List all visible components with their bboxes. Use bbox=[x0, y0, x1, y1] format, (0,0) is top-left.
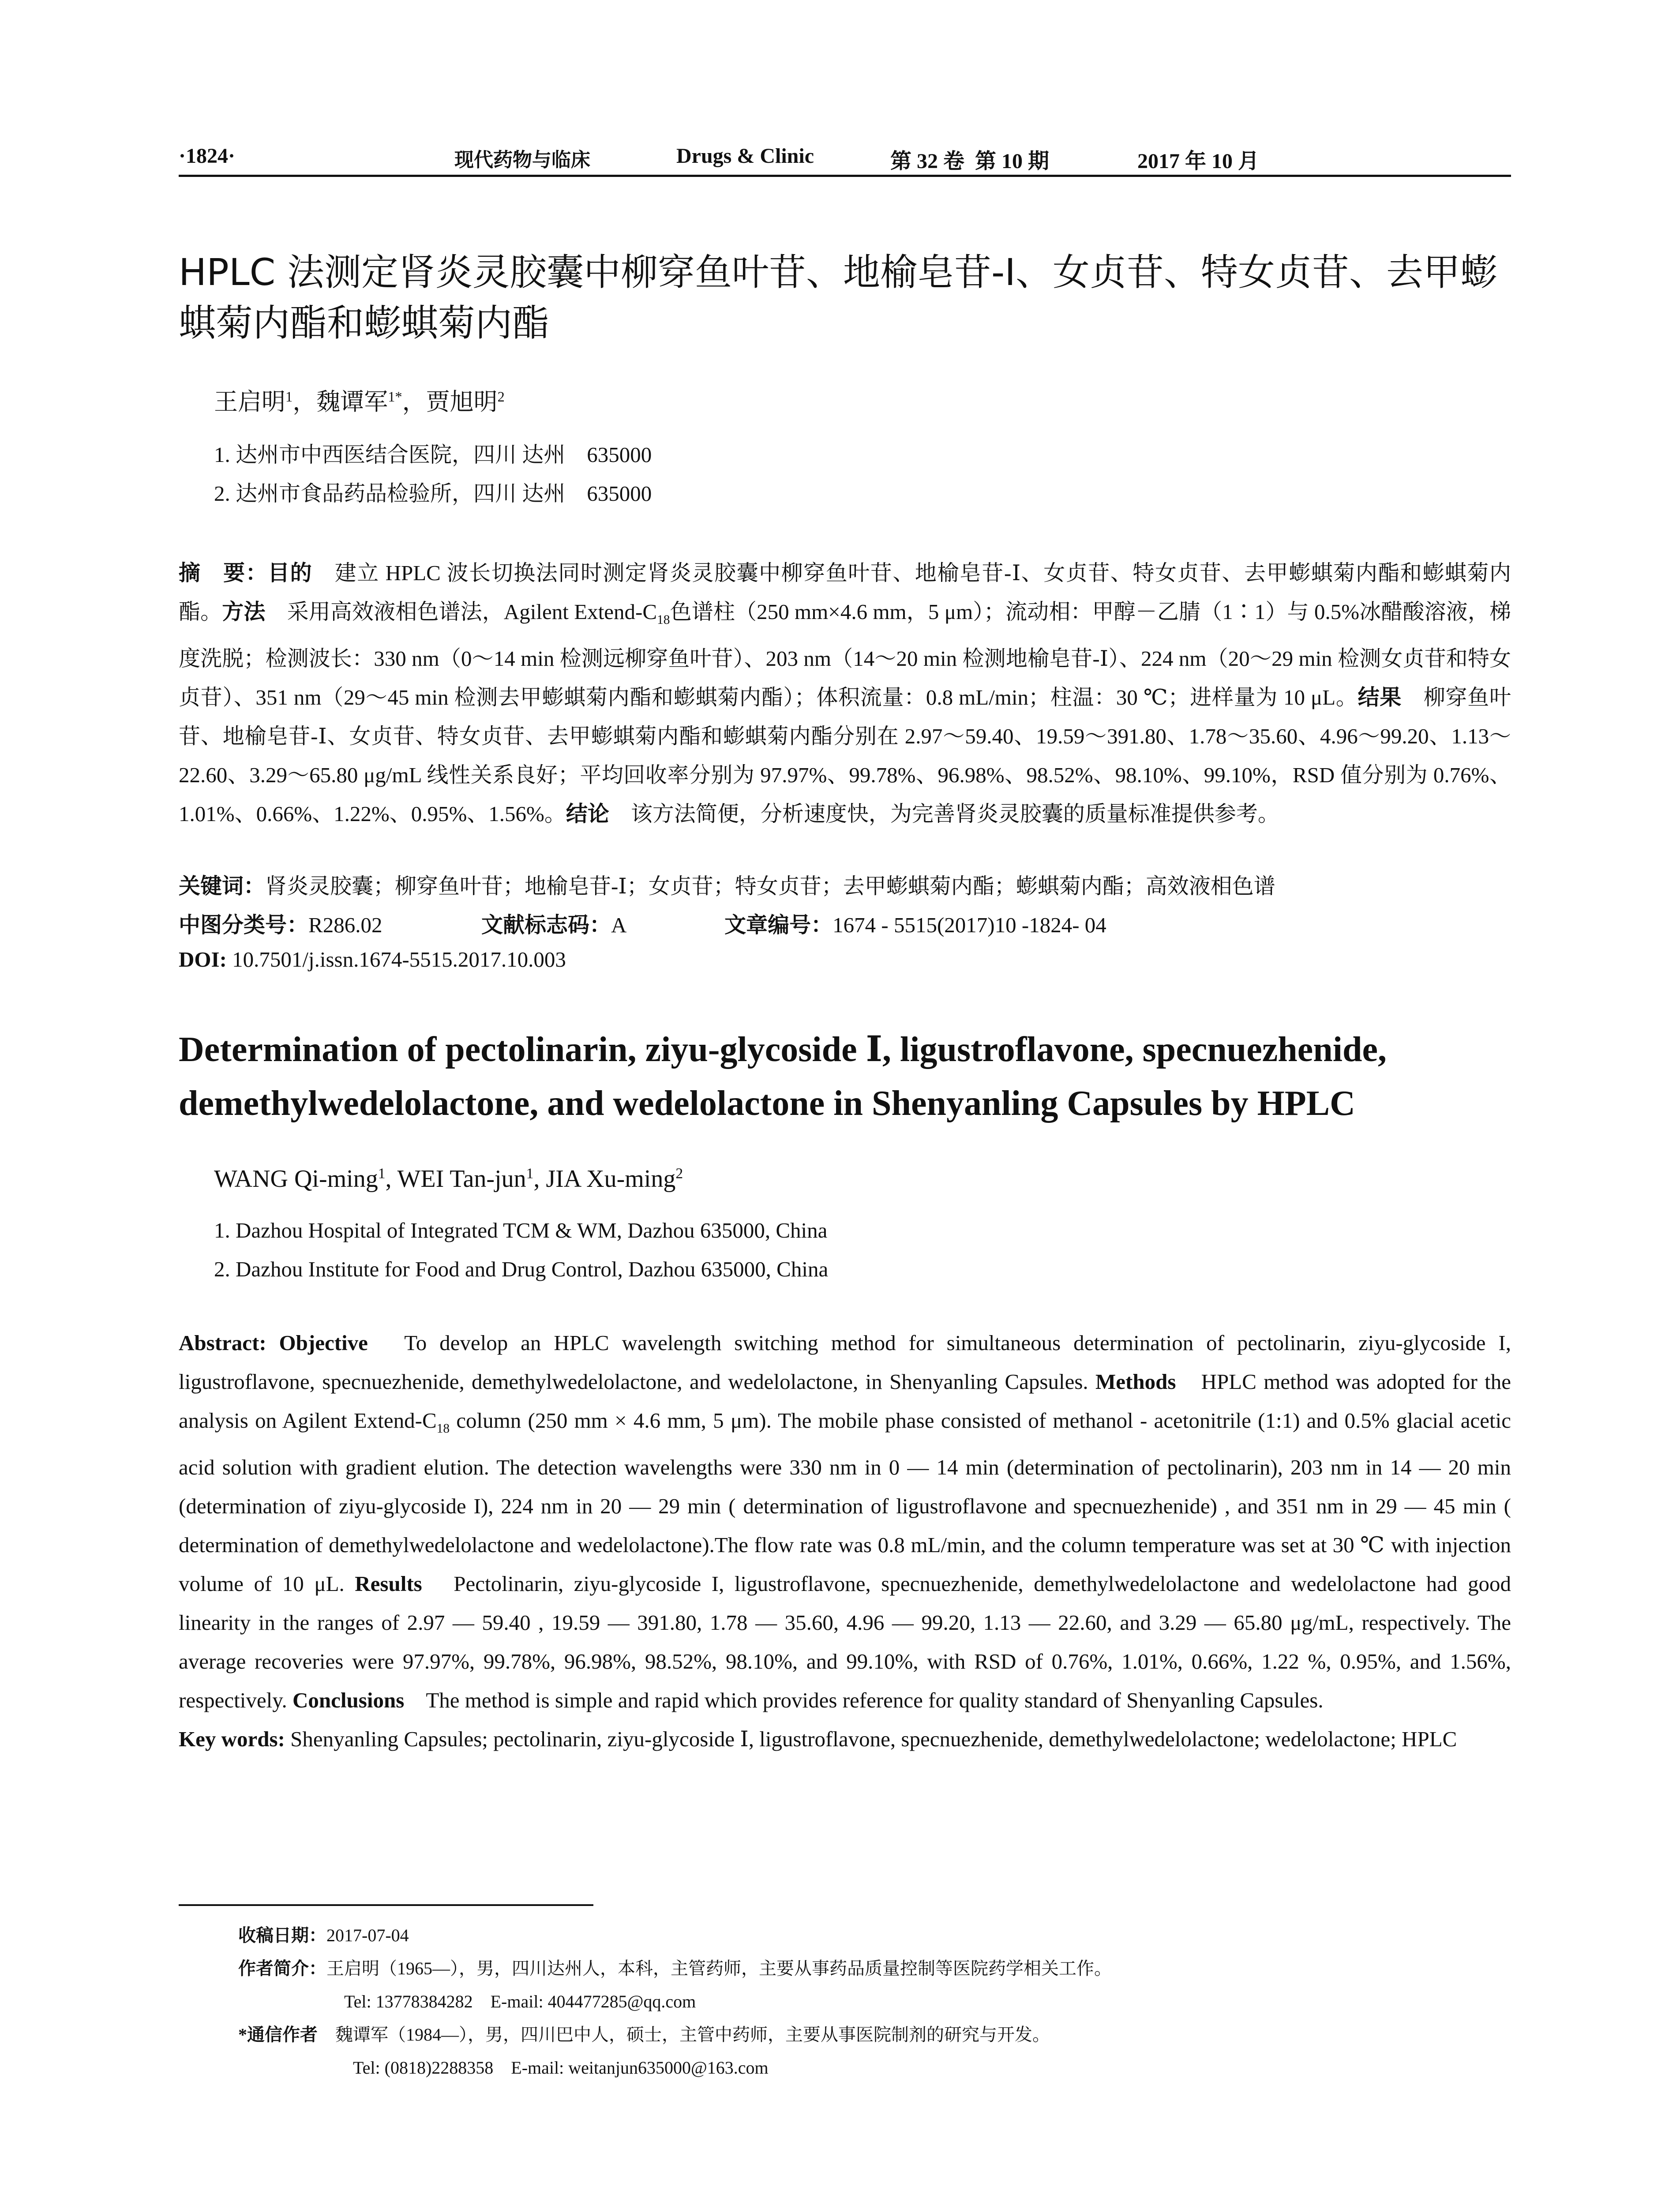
methods-text: 采用高效液相色谱法，Agilent Extend-C bbox=[265, 600, 657, 624]
author-bio bbox=[238, 1955, 1112, 1980]
methods-label: 方法 bbox=[222, 600, 266, 624]
journal-volume: 第 32 卷 第 10 期 bbox=[890, 150, 1050, 173]
author-name: ，贾旭明 bbox=[402, 389, 498, 415]
clc-label: 中图分类号： bbox=[179, 913, 309, 937]
journal-date: 2017 年 10 月 bbox=[1137, 150, 1260, 173]
doc-code-value: A bbox=[611, 913, 626, 937]
article-number-label: 文章编号： bbox=[724, 913, 833, 937]
author-affil-mark: 1 bbox=[526, 1165, 534, 1182]
methods-text: HPLC method was adopted for the analysis on Agilent Extend-C bbox=[179, 1369, 1511, 1433]
corr-text: 魏谭军（1984—），男，四川巴中人，硕士，主管中药师，主要从事医院制剂的研究与开发。 bbox=[318, 2025, 1050, 2045]
received-date bbox=[238, 1921, 409, 1947]
conclusion-label: Conclusions bbox=[292, 1688, 405, 1712]
conclusion-text: The method is simple and rapid which provides reference for quality standard of Shenyanling Capsules. bbox=[404, 1688, 1324, 1712]
affiliation-en-2: 2. Dazhou Institute for Food and Drug Control, Dazhou 635000, China bbox=[214, 1257, 829, 1281]
methods-label: Methods bbox=[1095, 1369, 1176, 1394]
doc-code-label: 文献标志码： bbox=[481, 913, 611, 937]
abstract-en bbox=[179, 1324, 1511, 1759]
results-text: Pectolinarin, ziyu-glycoside I, ligustroflavone, specnuezhenide, demethylwedelolactone and wedelolactone had good linearity in the ranges of 2.97 — 59.40 , 19.59 — 391.80, 1.78 — 35.60, 4.96 — 99.20, 1.13 — 22.60, and 3.29 — 65.80 μg/mL, respectively. The average recoveries were 97.97%, 99.78%, 96.98%, 98.52%, 98.10%, and 99.10%, with RSD of 0.76%, 1.01%, 0.66%, 1.22 %, 0.95%, and 1.56%, respectively. bbox=[179, 1571, 1511, 1712]
corr-label: *通信作者 bbox=[238, 2025, 318, 2045]
methods-text: 色谱柱（250 mm×4.6 mm，5 μm）；流动相：甲醇－乙腈（1∶1）与 0.5%冰醋酸溶液，梯度洗脱；检测波长：330 nm（0～14 min 检测远柳穿鱼叶苷）、203 nm（14～20 min 检测地榆皂苷-Ⅰ）、224 nm（20～29 min 检测女贞苷和特女贞苷）、351 nm（29～45 min 检测去甲蟛蜞菊内酯和蟛蜞菊内酯）；体积流量：0.8 mL/min；柱温：30 ℃；进样量为 10 μL。 bbox=[179, 600, 1511, 709]
keywords-label: Key words: bbox=[179, 1726, 285, 1751]
keywords-text: 肾炎灵胶囊；柳穿鱼叶苷；地榆皂苷-Ⅰ；女贞苷；特女贞苷；去甲蟛蜞菊内酯；蟛蜞菊内酯；高效液相色谱 bbox=[265, 874, 1275, 898]
author-affil-mark: 2 bbox=[497, 389, 505, 405]
received-value: 2017-07-04 bbox=[326, 1925, 409, 1945]
corresponding-author bbox=[238, 2021, 1050, 2046]
results-text: 柳穿鱼叶苷、地榆皂苷-Ⅰ、女贞苷、特女贞苷、去甲蟛蜞菊内酯和蟛蜞菊内酯分别在 2.97～59.40、19.59～391.80、1.78～35.60、4.96～99.20、1.13～22.60、3.29～65.80 μg/mL 线性关系良好；平均回收率分别为 97.97%、99.78%、96.98%、98.52%、98.10%、99.10%，RSD 值分别为 0.76%、1.01%、0.66%、1.22%、0.95%、1.56%。 bbox=[179, 685, 1511, 826]
author-affil-mark: 2 bbox=[675, 1165, 683, 1182]
author-affil-mark: 1* bbox=[388, 389, 402, 405]
page-number: ·1824· bbox=[179, 144, 236, 168]
authors-en bbox=[214, 1165, 683, 1193]
conclusion-text: 该方法简便，分析速度快，为完善肾炎灵胶囊的质量标准提供参考。 bbox=[609, 801, 1279, 826]
column-subscript: 18 bbox=[436, 1421, 450, 1436]
author-contact: Tel: 13778384282 E-mail: 404477285@qq.com bbox=[344, 1992, 696, 2011]
journal-name-cn: 现代药物与临床 bbox=[454, 149, 590, 171]
author-affil-mark: 1 bbox=[378, 1165, 386, 1182]
abstract-label: 摘 要： bbox=[179, 561, 268, 585]
affiliation-cn-1: 1. 达州市中西医结合医院，四川 达州 635000 bbox=[214, 443, 652, 467]
methods-text: column (250 mm × 4.6 mm, 5 μm). The mobile phase consisted of methanol - acetonitrile (1:1) and 0.5% glacial acetic acid solution with gradient elution. The detection wavelengths were 330 nm in 0 — 14 min (determination of pectolinarin), 203 nm in 14 — 20 min (determination of ziyu-glycoside I), 224 nm in 20 — 29 min ( determination of ligustroflavone and specnuezhenide) , and 351 nm in 29 — 45 min ( determination of demethylwedelolactone and wedelolactone).The flow rate was 0.8 mL/min, and the column temperature was set at 30 ℃ with injection volume of 10 μL. bbox=[179, 1408, 1511, 1596]
classification-line bbox=[179, 908, 1511, 939]
keywords-text: Shenyanling Capsules; pectolinarin, ziyu-glycoside Ⅰ, ligustroflavone, specnuezhenide, demethylwedelolactone; wedelolactone; HPLC bbox=[285, 1726, 1457, 1751]
doi-label: DOI: bbox=[179, 947, 227, 972]
corresponding-contact: Tel: (0818)2288358 E-mail: weitanjun635000@163.com bbox=[353, 2058, 769, 2078]
authors-cn bbox=[214, 383, 505, 417]
doi-value[interactable]: 10.7501/j.issn.1674-5515.2017.10.003 bbox=[226, 947, 566, 972]
clc-value: R286.02 bbox=[308, 913, 382, 937]
conclusion-label: 结论 bbox=[566, 801, 609, 826]
author-name: , JIA Xu-ming bbox=[533, 1165, 676, 1193]
doi-line bbox=[179, 947, 1511, 972]
bio-text: 王启明（1965—），男，四川达州人，本科，主管药师，主要从事药品质量控制等医院药学相关工作。 bbox=[326, 1958, 1112, 1978]
paper-title-cn: HPLC 法测定肾炎灵胶囊中柳穿鱼叶苷、地榆皂苷-Ⅰ、女贞苷、特女贞苷、去甲蟛蜞菊内酯和蟛蜞菊内酯 bbox=[179, 251, 1498, 345]
column-subscript: 18 bbox=[657, 612, 670, 627]
results-label: 结果 bbox=[1358, 685, 1402, 709]
keywords-cn bbox=[179, 869, 1511, 900]
author-affil-mark: 1 bbox=[285, 389, 293, 405]
objective-text: 建立 HPLC 波长切换法同时测定肾炎灵胶囊中柳穿鱼叶苷、地榆皂苷-Ⅰ、女贞苷、特女贞苷、去甲蟛蜞菊内酯和蟛蜞菊内酯。 bbox=[179, 561, 1511, 624]
keywords-en bbox=[179, 1720, 1511, 1759]
article-number-value: 1674 - 5515(2017)10 -1824- 04 bbox=[832, 913, 1106, 937]
affiliation-cn-2: 2. 达州市食品药品检验所，四川 达州 635000 bbox=[214, 481, 652, 506]
abstract-cn bbox=[179, 554, 1511, 833]
affiliation-en-1: 1. Dazhou Hospital of Integrated TCM & WM, Dazhou 635000, China bbox=[214, 1218, 828, 1242]
abstract-label: Abstract: Objective bbox=[179, 1331, 368, 1355]
footnote-rule bbox=[179, 1904, 593, 1906]
objective-label: 目的 bbox=[268, 561, 313, 585]
running-header bbox=[179, 144, 1511, 177]
author-name: ，魏谭军 bbox=[292, 389, 388, 415]
received-label: 收稿日期： bbox=[238, 1925, 326, 1945]
bio-label: 作者简介： bbox=[238, 1958, 326, 1978]
paper-title-en: Determination of pectolinarin, ziyu-glycoside Ⅰ, ligustroflavone, specnuezhenide, demethylwedelolactone, and wedelolactone in Shenyanling Capsules by HPLC bbox=[179, 1030, 1387, 1123]
journal-name-en: Drugs & Clinic bbox=[676, 144, 814, 168]
results-label: Results bbox=[355, 1571, 422, 1596]
author-name: 王启明 bbox=[214, 389, 285, 415]
keywords-label: 关键词： bbox=[179, 874, 266, 898]
author-name: , WEI Tan-jun bbox=[385, 1165, 526, 1193]
author-name: WANG Qi-ming bbox=[214, 1165, 378, 1193]
objective-text: To develop an HPLC wavelength switching method for simultaneous determination of pectolinarin, ziyu-glycoside I, ligustroflavone, specnuezhenide, demethylwedelolactone, and wedelolactone, in Shenyanling Capsules. bbox=[179, 1331, 1511, 1394]
